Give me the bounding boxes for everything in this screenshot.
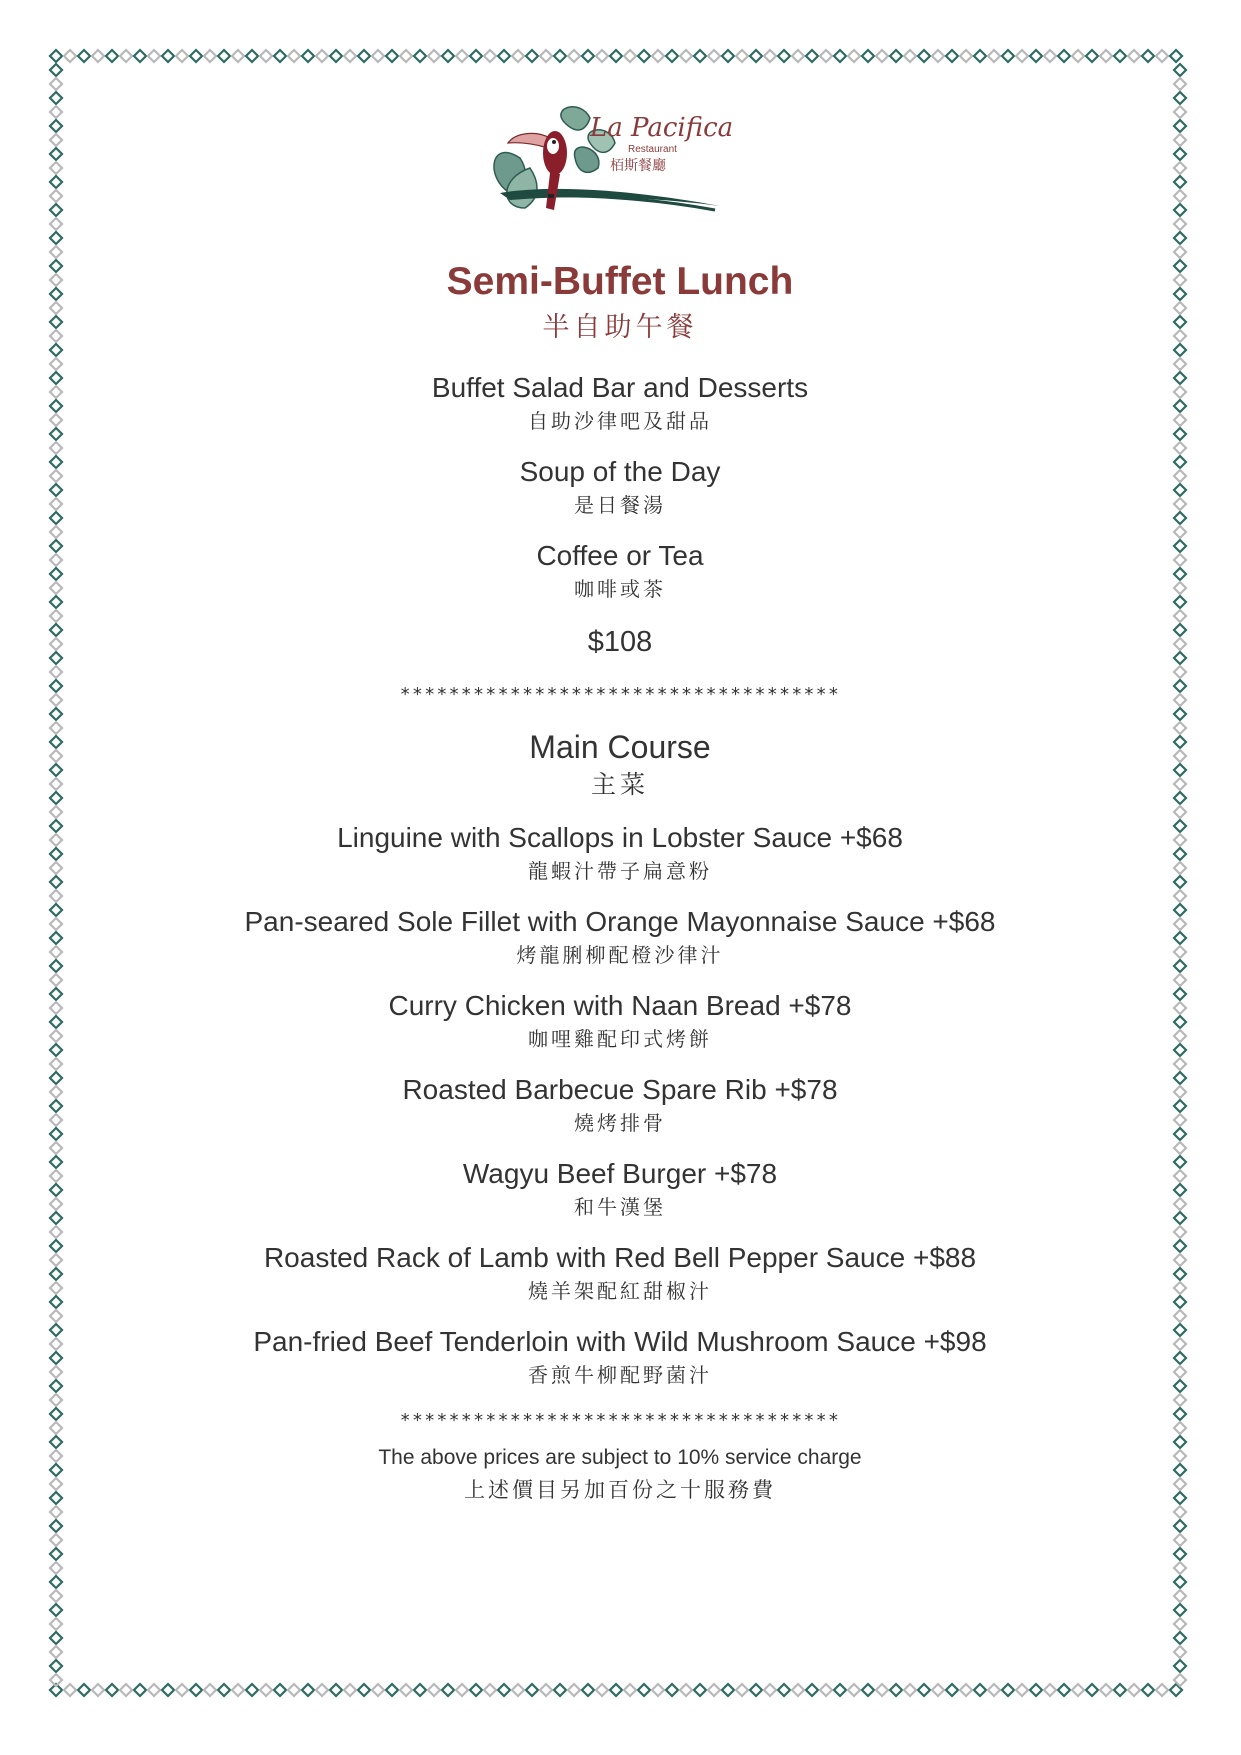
restaurant-logo	[480, 98, 740, 238]
set-price: $108	[587, 626, 653, 658]
menu-title-zh: 半自助午餐	[542, 312, 698, 343]
divider-bottom: ************************************	[399, 1410, 841, 1431]
logo-brand-text: La Pacifica	[590, 113, 734, 143]
divider-top: ************************************	[399, 684, 841, 705]
menu-item	[160, 820, 1080, 886]
menu-item	[160, 370, 1080, 436]
menu-item	[160, 904, 1080, 970]
menu-item-name-zh: 是日餐湯	[574, 493, 666, 517]
menu-item-name-zh: 咖啡或茶	[574, 577, 666, 601]
main-course-list	[160, 820, 1080, 1390]
menu-item	[160, 1324, 1080, 1390]
logo-chinese-text: 栢斯餐廳	[610, 158, 666, 174]
menu-item-name-zh: 和牛漢堡	[574, 1195, 666, 1219]
menu-item	[160, 1156, 1080, 1222]
menu-item	[160, 454, 1080, 520]
set-items-list	[160, 370, 1080, 604]
menu-item-name-zh: 香煎牛柳配野菌汁	[528, 1363, 712, 1387]
menu-item-name-zh: 龍蝦汁帶子扁意粉	[528, 859, 712, 883]
menu-item-name: Buffet Salad Bar and Desserts	[431, 372, 809, 403]
menu-title: Semi-Buffet Lunch	[446, 260, 794, 303]
menu-item-name: Pan-fried Beef Tenderloin with Wild Mushroom Sauce +$98	[253, 1326, 987, 1357]
menu-item-name-zh: 燒烤排骨	[574, 1111, 666, 1135]
menu-item	[160, 1240, 1080, 1306]
menu-item-name-zh: 燒羊架配紅甜椒汁	[528, 1279, 712, 1303]
menu-item-name: Pan-seared Sole Fillet with Orange Mayonnaise Sauce +$68	[244, 906, 996, 937]
logo-subtitle-text: Restaurant	[628, 144, 677, 155]
menu-item-name-zh: 烤龍脷柳配橙沙律汁	[516, 943, 724, 967]
main-course-title-zh: 主菜	[590, 770, 649, 799]
menu-item-name: Curry Chicken with Naan Bread +$78	[388, 990, 852, 1021]
main-course-title: Main Course	[529, 729, 711, 765]
menu-item-name: Linguine with Scallops in Lobster Sauce +$68	[337, 822, 903, 853]
service-charge-note-zh: 上述價目另加百份之十服務費	[464, 1478, 776, 1502]
menu-item	[160, 1072, 1080, 1138]
menu-item-name: Wagyu Beef Burger +$78	[462, 1158, 778, 1189]
service-charge-note: The above prices are subject to 10% service charge	[378, 1446, 862, 1469]
menu-item	[160, 988, 1080, 1054]
menu-content	[160, 258, 1080, 1506]
menu-item-name: Soup of the Day	[519, 456, 721, 487]
menu-item	[160, 538, 1080, 604]
menu-item-name-zh: 咖哩雞配印式烤餅	[528, 1027, 712, 1051]
menu-item-name: Roasted Barbecue Spare Rib +$78	[402, 1074, 838, 1105]
menu-item-name: Coffee or Tea	[536, 540, 704, 571]
menu-item-name-zh: 自助沙律吧及甜品	[528, 409, 712, 433]
menu-item-name: Roasted Rack of Lamb with Red Bell Pepper Sauce +$88	[263, 1242, 977, 1273]
